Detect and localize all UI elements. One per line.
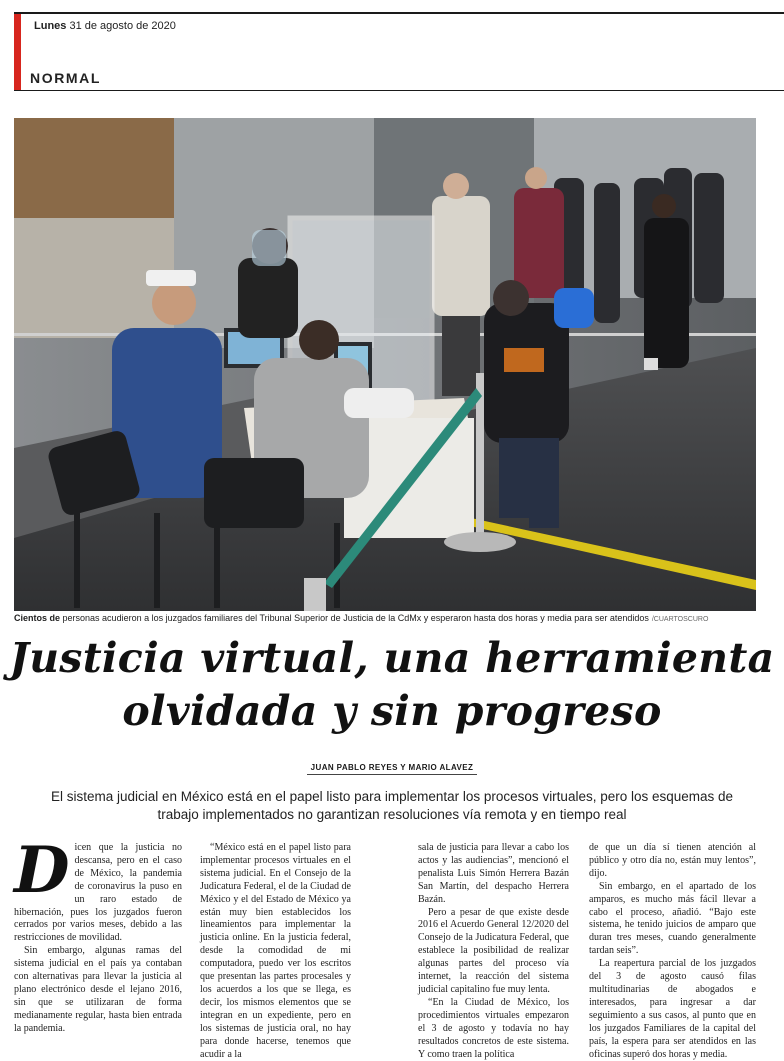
body-paragraph: “México está en el papel listo para implementar procesos virtuales en el sistema judicial. En el Consejo de la Judicatura Federal, el de la Ciudad de México y el del Estado de México ya están muy bien establecidos los lineamientos para implementar la justicia online. En la justicia federal, desde la comodidad de mi computadora, puedo ver los escritos que presentan las partes procesales y los acuerdos a los que se llega, es decir, los mismos elementos que se integran en un expediente, pero en los sistemas de justicia oral, no hay para donde hacerse, tenemos que acudir a la: [200, 842, 351, 1060]
body-column-1: [14, 833, 182, 1034]
body-column-4: [589, 842, 756, 1060]
caption-text: personas acudieron a los juzgados familiares del Tribunal Superior de Justicia de la CdMx y esperaron hasta dos horas y media para ser atendidos: [62, 613, 649, 623]
top-rule: [14, 12, 784, 14]
photo-caption: [14, 613, 774, 623]
body-column-3: [418, 842, 569, 1060]
body-paragraph: Pero a pesar de que existe desde 2016 el Acuerdo General 12/2020 del Consejo de la Judicatura Federal, que establece la posibilidad de realizar algunas partes del proceso vía internet, la reacción del sistema judicial capitalino fue muy lenta.: [418, 906, 569, 995]
headline-line-1: Justicia virtual, una herramienta: [9, 634, 775, 682]
body-paragraph: Sin embargo, algunas ramas del sistema judicial en el país ya contaban con alternativas para llevar la justicia al plano electrónico desde el lejano 2016, sin que se utilizaran de forma medianamente regular, hasta bien entrada la pandemia.: [14, 945, 182, 1034]
byline: [0, 763, 784, 772]
headline-line-2: olvidada y sin progreso: [122, 687, 662, 735]
dateline: [34, 20, 176, 32]
photo-credit: /CUARTOSCURO: [651, 616, 709, 623]
body-paragraph: La reapertura parcial de los juzgados del 3 de agosto causó filas multitudinarias de abogados e interesados, para ingresar a dar seguimiento a sus casos, al punto que en los juzgados Familiares de la capital del país, la espera para ser atendidos en las oficinas superó dos horas y media.: [589, 958, 756, 1060]
body-paragraph: icen que la justicia no descansa, pero en el caso de México, la pandemia de coronavirus la puso en un raro estado de hibernación, pues los juzgados fueron cerrados por varios meses, debido a las restricciones de movilidad.: [14, 842, 182, 944]
article-headline: [0, 632, 784, 738]
body-paragraph: de que un día sí tienen atención al público y otro día no, están muy lentos”, dijo.: [589, 842, 756, 879]
body-paragraph: sala de justicia para llevar a cabo los actos y las audiencias”, mencionó el penalista Luis Simón Herrera Bazán San Martín, del despacho Herrera Bazán.: [418, 842, 569, 905]
dateline-date: 31 de agosto de 2020: [69, 20, 176, 32]
caption-lead: Cientos de: [14, 613, 61, 623]
section-rule: [14, 90, 784, 91]
news-photo: [14, 118, 756, 611]
body-column-2: [200, 842, 351, 1060]
body-paragraph: Sin embargo, en el apartado de los amparos, es mucho más fácil llevar a cabo el proceso, añadió. “Bajo este sistema, he tenido juicios de amparo que duran tres meses, cuando generalmente tardan seis”.: [589, 880, 756, 957]
section-accent-bar: [14, 14, 21, 91]
body-paragraph: “En la Ciudad de México, los procedimientos virtuales empezaron el 3 de agosto y todavía no hay resultados concretos de este sistema. Y como traen la política: [418, 996, 569, 1060]
section-label: NORMAL: [30, 70, 102, 86]
dateline-day: Lunes: [34, 20, 67, 32]
drop-cap: D: [14, 833, 70, 908]
byline-authors: JUAN PABLO REYES Y MARIO ALAVEZ: [307, 763, 478, 775]
article-dek: El sistema judicial en México está en el papel listo para implementar los procesos virtuales, pero los esquemas de trabajo implementados no garantizan resoluciones vía remota y en tiempo real: [50, 789, 734, 822]
